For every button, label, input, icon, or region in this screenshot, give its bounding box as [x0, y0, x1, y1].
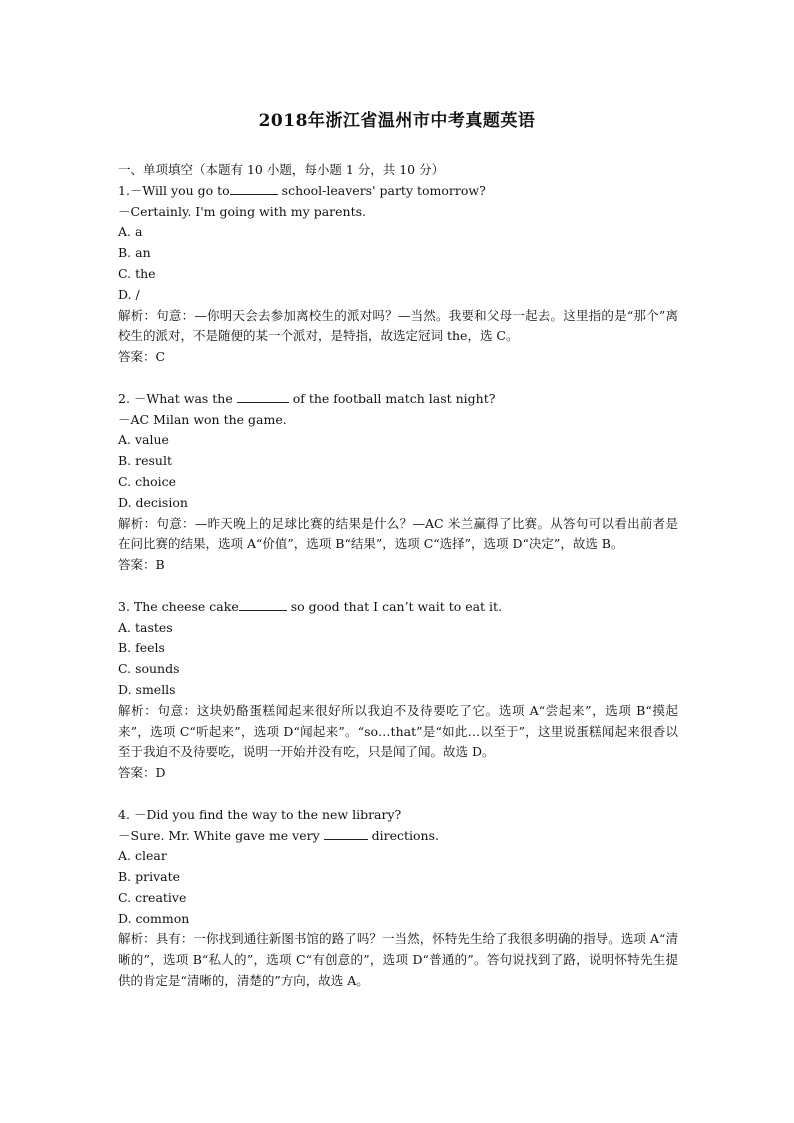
- analysis-text: 解析：具有：一你找到通往新图书馆的路了吗？一当然，怀特先生给了我很多明确的指导。选项 A“清晰的”，选项 B“私人的”，选项 C“有创意的”，选项 D“普通的”。答句说找到了路，说明怀特先生提供的肯定是“清晰的，清楚的”方向，故选 A。: [118, 931, 678, 989]
- option-b: B. private: [118, 869, 181, 885]
- question-4: [118, 805, 678, 992]
- option-c: C. choice: [118, 473, 177, 489]
- option-b: B. feels: [118, 640, 165, 656]
- answer-text: 答案：B: [118, 557, 165, 573]
- answer-text: 答案：C: [118, 349, 166, 365]
- answer-blank: [239, 598, 287, 611]
- option-d: D. common: [118, 910, 190, 926]
- question-dialog: －Certainly. I'm going with my parents.: [118, 203, 366, 219]
- question-stem: 3. The cheese cake so good that I can’t wait to eat it.: [118, 598, 503, 614]
- option-c: C. sounds: [118, 661, 180, 677]
- option-d: D. decision: [118, 494, 188, 510]
- option-a: A. a: [118, 224, 143, 240]
- option-a: A. tastes: [118, 619, 173, 635]
- answer-blank: [324, 827, 368, 840]
- option-a: A. value: [118, 432, 169, 448]
- analysis-text: 解析：句意：—昨天晚上的足球比赛的结果是什么？—AC 米兰赢得了比赛。从答句可以看出前者是在问比赛的结果，选项 A“价值”，选项 B“结果”，选项 C“选择”，选项 D“决定”，故选 B。: [118, 515, 678, 552]
- question-2: [118, 389, 678, 576]
- option-d: D. smells: [118, 681, 176, 697]
- question-dialog: －AC Milan won the game.: [118, 411, 287, 427]
- answer-blank: [230, 182, 278, 195]
- question-1: [118, 181, 678, 368]
- answer-text: 答案：D: [118, 765, 166, 781]
- question-stem: 1.－Will you go to school-leavers' party tomorrow?: [118, 182, 486, 198]
- analysis-text: 解析：句意：—你明天会去参加离校生的派对吗？—当然。我要和父母一起去。这里指的是“那个”离校生的派对，不是随便的某一个派对，是特指，故选定冠词 the，选 C。: [118, 307, 678, 344]
- question-3: [118, 597, 678, 784]
- option-c: C. the: [118, 265, 156, 281]
- document-body: [118, 160, 678, 992]
- document-title: 2018年浙江省温州市中考真题英语: [258, 111, 536, 131]
- analysis-text: 解析：句意：这块奶酪蛋糕闻起来很好所以我迫不及待要吃了它。选项 A“尝起来”，选项 B“摸起来”，选项 C“听起来”，选项 D“闻起来”。“so…that”是“如此…以至于”，这里说蛋糕闻起来很香以至于我迫不及待要吃，说明一开始并没有吃，只是闻了闻。故选 D。: [118, 702, 678, 760]
- option-c: C. creative: [118, 889, 187, 905]
- question-stem: 2. －What was the of the football match last night?: [118, 390, 496, 406]
- question-dialog: －Sure. Mr. White gave me very directions.: [118, 827, 439, 843]
- option-b: B. an: [118, 245, 151, 261]
- option-b: B. result: [118, 453, 172, 469]
- option-a: A. clear: [118, 848, 167, 864]
- option-d: D. /: [118, 286, 140, 302]
- answer-blank: [237, 390, 289, 403]
- section-heading: 一、单项填空（本题有 10 小题，每小题 1 分，共 10 分）: [118, 162, 445, 177]
- question-stem: 4. －Did you find the way to the new library?: [118, 806, 402, 822]
